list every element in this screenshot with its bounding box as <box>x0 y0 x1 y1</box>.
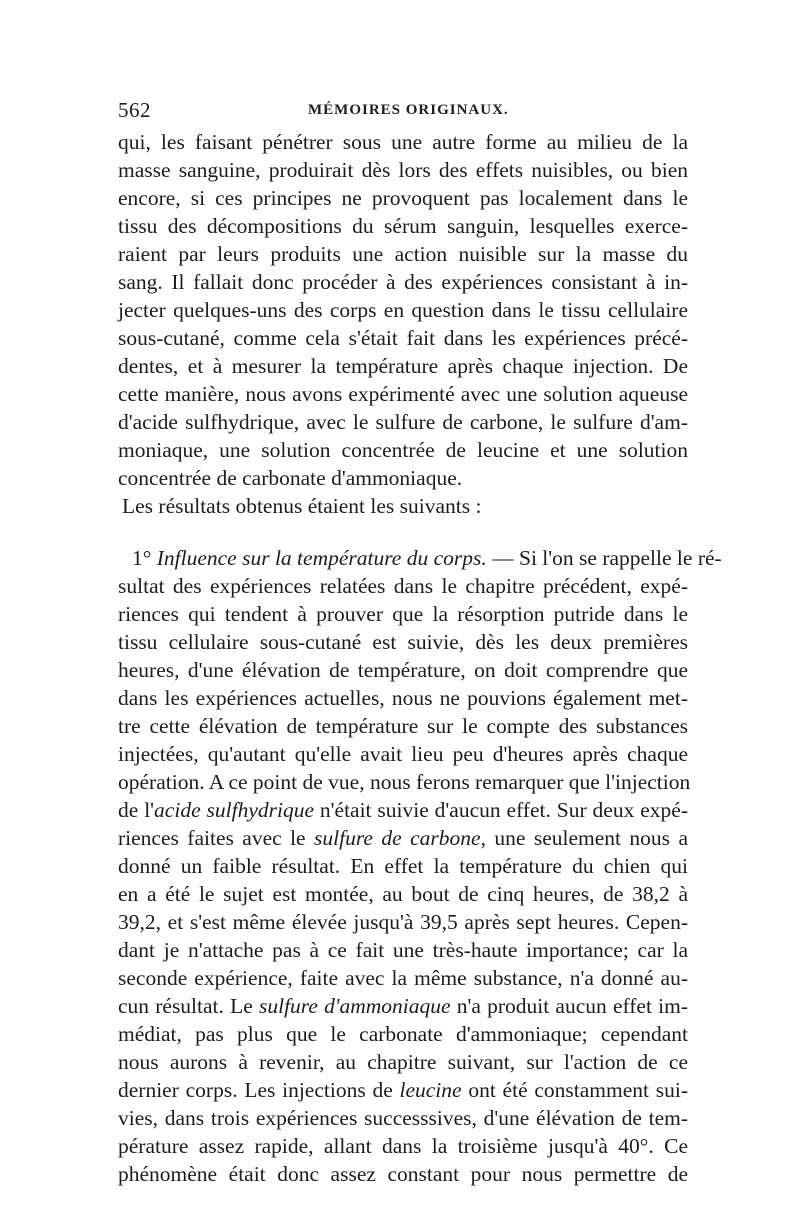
text-line: qui, les faisant pénétrer sous une autre forme au milieu de la <box>118 130 688 154</box>
section-number: 1° <box>132 546 152 570</box>
text-line: sultat des expériences relatées dans le chapitre précédent, expé- <box>118 574 688 598</box>
text-run: n'a produit aucun effet im- <box>450 994 688 1018</box>
page-header <box>118 98 688 126</box>
italic-term: sulfure d'ammoniaque <box>258 994 451 1018</box>
italic-term: leucine <box>399 1078 462 1102</box>
text-line <box>118 796 688 824</box>
text-run: ont été constamment sui- <box>461 1078 688 1102</box>
text-line: jecter quelques-uns des corps en question dans le tissu cellulaire <box>118 298 688 322</box>
text-line: cette manière, nous avons expérimenté avec une solution aqueuse <box>118 382 688 406</box>
text-line: tre cette élévation de température sur le compte des substances <box>118 714 688 738</box>
text-line: en a été le sujet est montée, au bout de cinq heures, de 38,2 à <box>118 882 688 906</box>
results-intro-line: Les résultats obtenus étaient les suivants : <box>122 494 482 518</box>
italic-term: sulfure de carbone <box>314 826 481 850</box>
text-run: de l' <box>118 798 155 822</box>
text-line: riences qui tendent à prouver que la résorption putride dans le <box>118 602 688 626</box>
text-line: dentes, et à mesurer la température après chaque injection. De <box>118 354 688 378</box>
running-title: MÉMOIRES ORIGINAUX. <box>308 102 509 118</box>
text-line: tissu cellulaire sous-cutané est suivie, dès les deux premières <box>118 630 688 654</box>
text-run: cun résultat. Le <box>118 994 259 1018</box>
body-text <box>118 128 722 1188</box>
page-number: 562 <box>118 98 151 122</box>
text-line: injectées, qu'autant qu'elle avait lieu peu d'heures après chaque <box>118 742 688 766</box>
text-line: tissu des décompositions du sérum sanguin, lesquelles exerce- <box>118 214 688 238</box>
text-line: d'acide sulfhydrique, avec le sulfure de carbone, le sulfure d'am- <box>118 410 688 434</box>
text-line: sous-cutané, comme cela s'était fait dans les expériences précé- <box>118 326 688 350</box>
text-run: n'était suivie d'aucun effet. Sur deux expé- <box>314 798 688 822</box>
text-line: sang. Il fallait donc procéder à des expériences consistant à in- <box>118 270 688 294</box>
text-line: raient par leurs produits une action nuisible sur la masse du <box>118 242 688 266</box>
text-line: heures, d'une élévation de température, on doit comprendre que <box>118 658 688 682</box>
text-line: seconde expérience, faite avec la même substance, n'a donné au- <box>118 966 688 990</box>
text-line: masse sanguine, produirait dès lors des effets nuisibles, ou bien <box>118 158 688 182</box>
text-run: dernier corps. Les injections de <box>118 1078 400 1102</box>
text-line <box>118 1076 688 1104</box>
italic-term: acide sulfhydrique <box>154 798 314 822</box>
section-heading-line <box>118 544 722 572</box>
text-line: concentrée de carbonate d'ammoniaque. <box>118 466 463 490</box>
text-line: encore, si ces principes ne provoquent pas localement dans le <box>118 186 688 210</box>
text-line: pérature assez rapide, allant dans la troisième jusqu'à 40°. Ce <box>118 1134 688 1158</box>
text-line: 39,2, et s'est même élevée jusqu'à 39,5 après sept heures. Cepen- <box>118 910 688 934</box>
text-line: phénomène était donc assez constant pour nous permettre de <box>118 1162 688 1186</box>
text-line: dans les expériences actuelles, nous ne pouvions également met- <box>118 686 688 710</box>
text-line: nous aurons à revenir, au chapitre suivant, sur l'action de ce <box>118 1050 688 1074</box>
section-gap <box>118 520 688 544</box>
section-heading: Influence sur la température du corps. <box>156 546 487 570</box>
text-run: , une seulement nous a <box>480 826 688 850</box>
text-line: médiat, pas plus que le carbonate d'ammoniaque; cependant <box>118 1022 688 1046</box>
section-dash: — <box>486 546 519 570</box>
text-run: riences faites avec le <box>118 826 315 850</box>
section-line-text: Si l'on se rappelle le ré- <box>519 546 722 570</box>
text-line: moniaque, une solution concentrée de leucine et une solution <box>118 438 688 462</box>
text-line: donné un faible résultat. En effet la température du chien qui <box>118 854 688 878</box>
text-line <box>118 824 688 852</box>
text-line: opération. A ce point de vue, nous ferons remarquer que l'injection <box>118 770 691 794</box>
text-line: vies, dans trois expériences successsives, d'une élévation de tem- <box>118 1106 688 1130</box>
text-line: dant je n'attache pas à ce fait une très-haute importance; car la <box>118 938 688 962</box>
text-line <box>118 992 688 1020</box>
